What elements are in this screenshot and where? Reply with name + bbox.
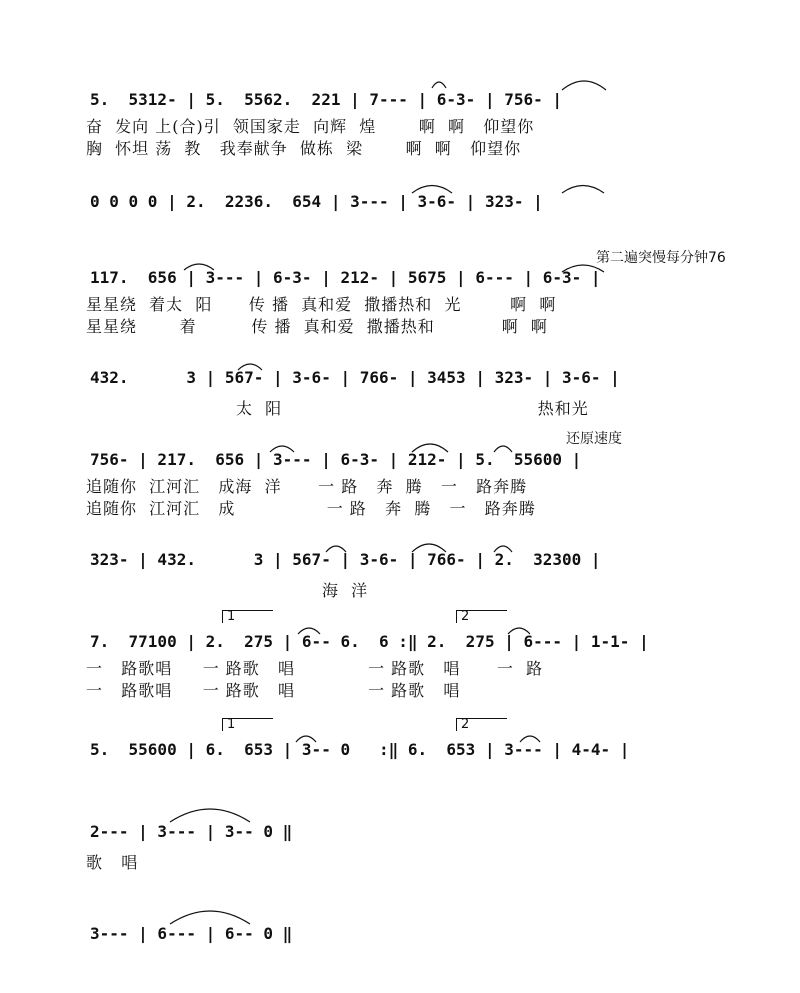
lyric-verse-1: 海 洋 <box>322 581 369 600</box>
notation-line: 323- | 432. 3 | 567- | 3-6- | 766- | 2. 32300 | <box>90 550 601 569</box>
notation-line: 432. 3 | 567- | 3-6- | 766- | 3453 | 323- | 3-6- | <box>90 368 620 387</box>
lyric-verse-1: 奋 发向 上(合)引 领国家走 向辉 煌 啊 啊 仰望你 <box>86 117 535 136</box>
notation-line: 0 0 0 0 | 2. 2236. 654 | 3--- | 3-6- | 323- | <box>90 192 543 211</box>
volta-bracket-1: 1 <box>222 718 273 731</box>
lyric-verse-2: 胸 怀坦 荡 教 我奉献争 做栋 梁 啊 啊 仰望你 <box>86 139 522 158</box>
notation-line: 7. 77100 | 2. 275 | 6-- 6. 6 :‖ 2. 275 | 6--- | 1-1- | <box>90 632 649 651</box>
tempo-change-annotation: 第二遍突慢每分钟76 <box>596 250 726 266</box>
lyric-verse-2: 星星绕 着 传 播 真和爱 撒播热和 啊 啊 <box>86 317 548 336</box>
lyric-verse-1: 星星绕 着太 阳 传 播 真和爱 撒播热和 光 啊 啊 <box>86 295 557 314</box>
volta-bracket-2: 2 <box>456 718 507 731</box>
notation-line: 756- | 217. 656 | 3--- | 6-3- | 212- | 5. 55600 | <box>90 450 582 469</box>
lyric-verse-1: 追随你 江河汇 成海 洋 一 路 奔 腾 一 路奔腾 <box>86 477 528 496</box>
lyric-verse-2: 追随你 江河汇 成 一 路 奔 腾 一 路奔腾 <box>86 499 536 518</box>
notation-line: 117. 656 | 3--- | 6-3- | 212- | 5675 | 6--- | 6-3- | <box>90 268 601 287</box>
restore-tempo-annotation: 还原速度 <box>566 431 622 447</box>
lyric-verse-1: 一 路歌唱 一 路歌 唱 一 路歌 唱 一 路 <box>86 659 544 678</box>
lyric-verse-1: 太 阳 热和光 <box>236 399 589 418</box>
lyric-verse-2: 一 路歌唱 一 路歌 唱 一 路歌 唱 <box>86 681 461 700</box>
notation-line: 3--- | 6--- | 6-- 0 ‖ <box>90 924 293 943</box>
notation-line: 2--- | 3--- | 3-- 0 ‖ <box>90 822 293 841</box>
volta-bracket-1: 1 <box>222 610 273 623</box>
notation-line: 5. 55600 | 6. 653 | 3-- 0 :‖ 6. 653 | 3--- | 4-4- | <box>90 740 630 759</box>
volta-bracket-2: 2 <box>456 610 507 623</box>
notation-line: 5. 5312- | 5. 5562. 221 | 7--- | 6-3- | 756- | <box>90 90 563 109</box>
lyric-verse-1: 歌 唱 <box>86 853 139 872</box>
